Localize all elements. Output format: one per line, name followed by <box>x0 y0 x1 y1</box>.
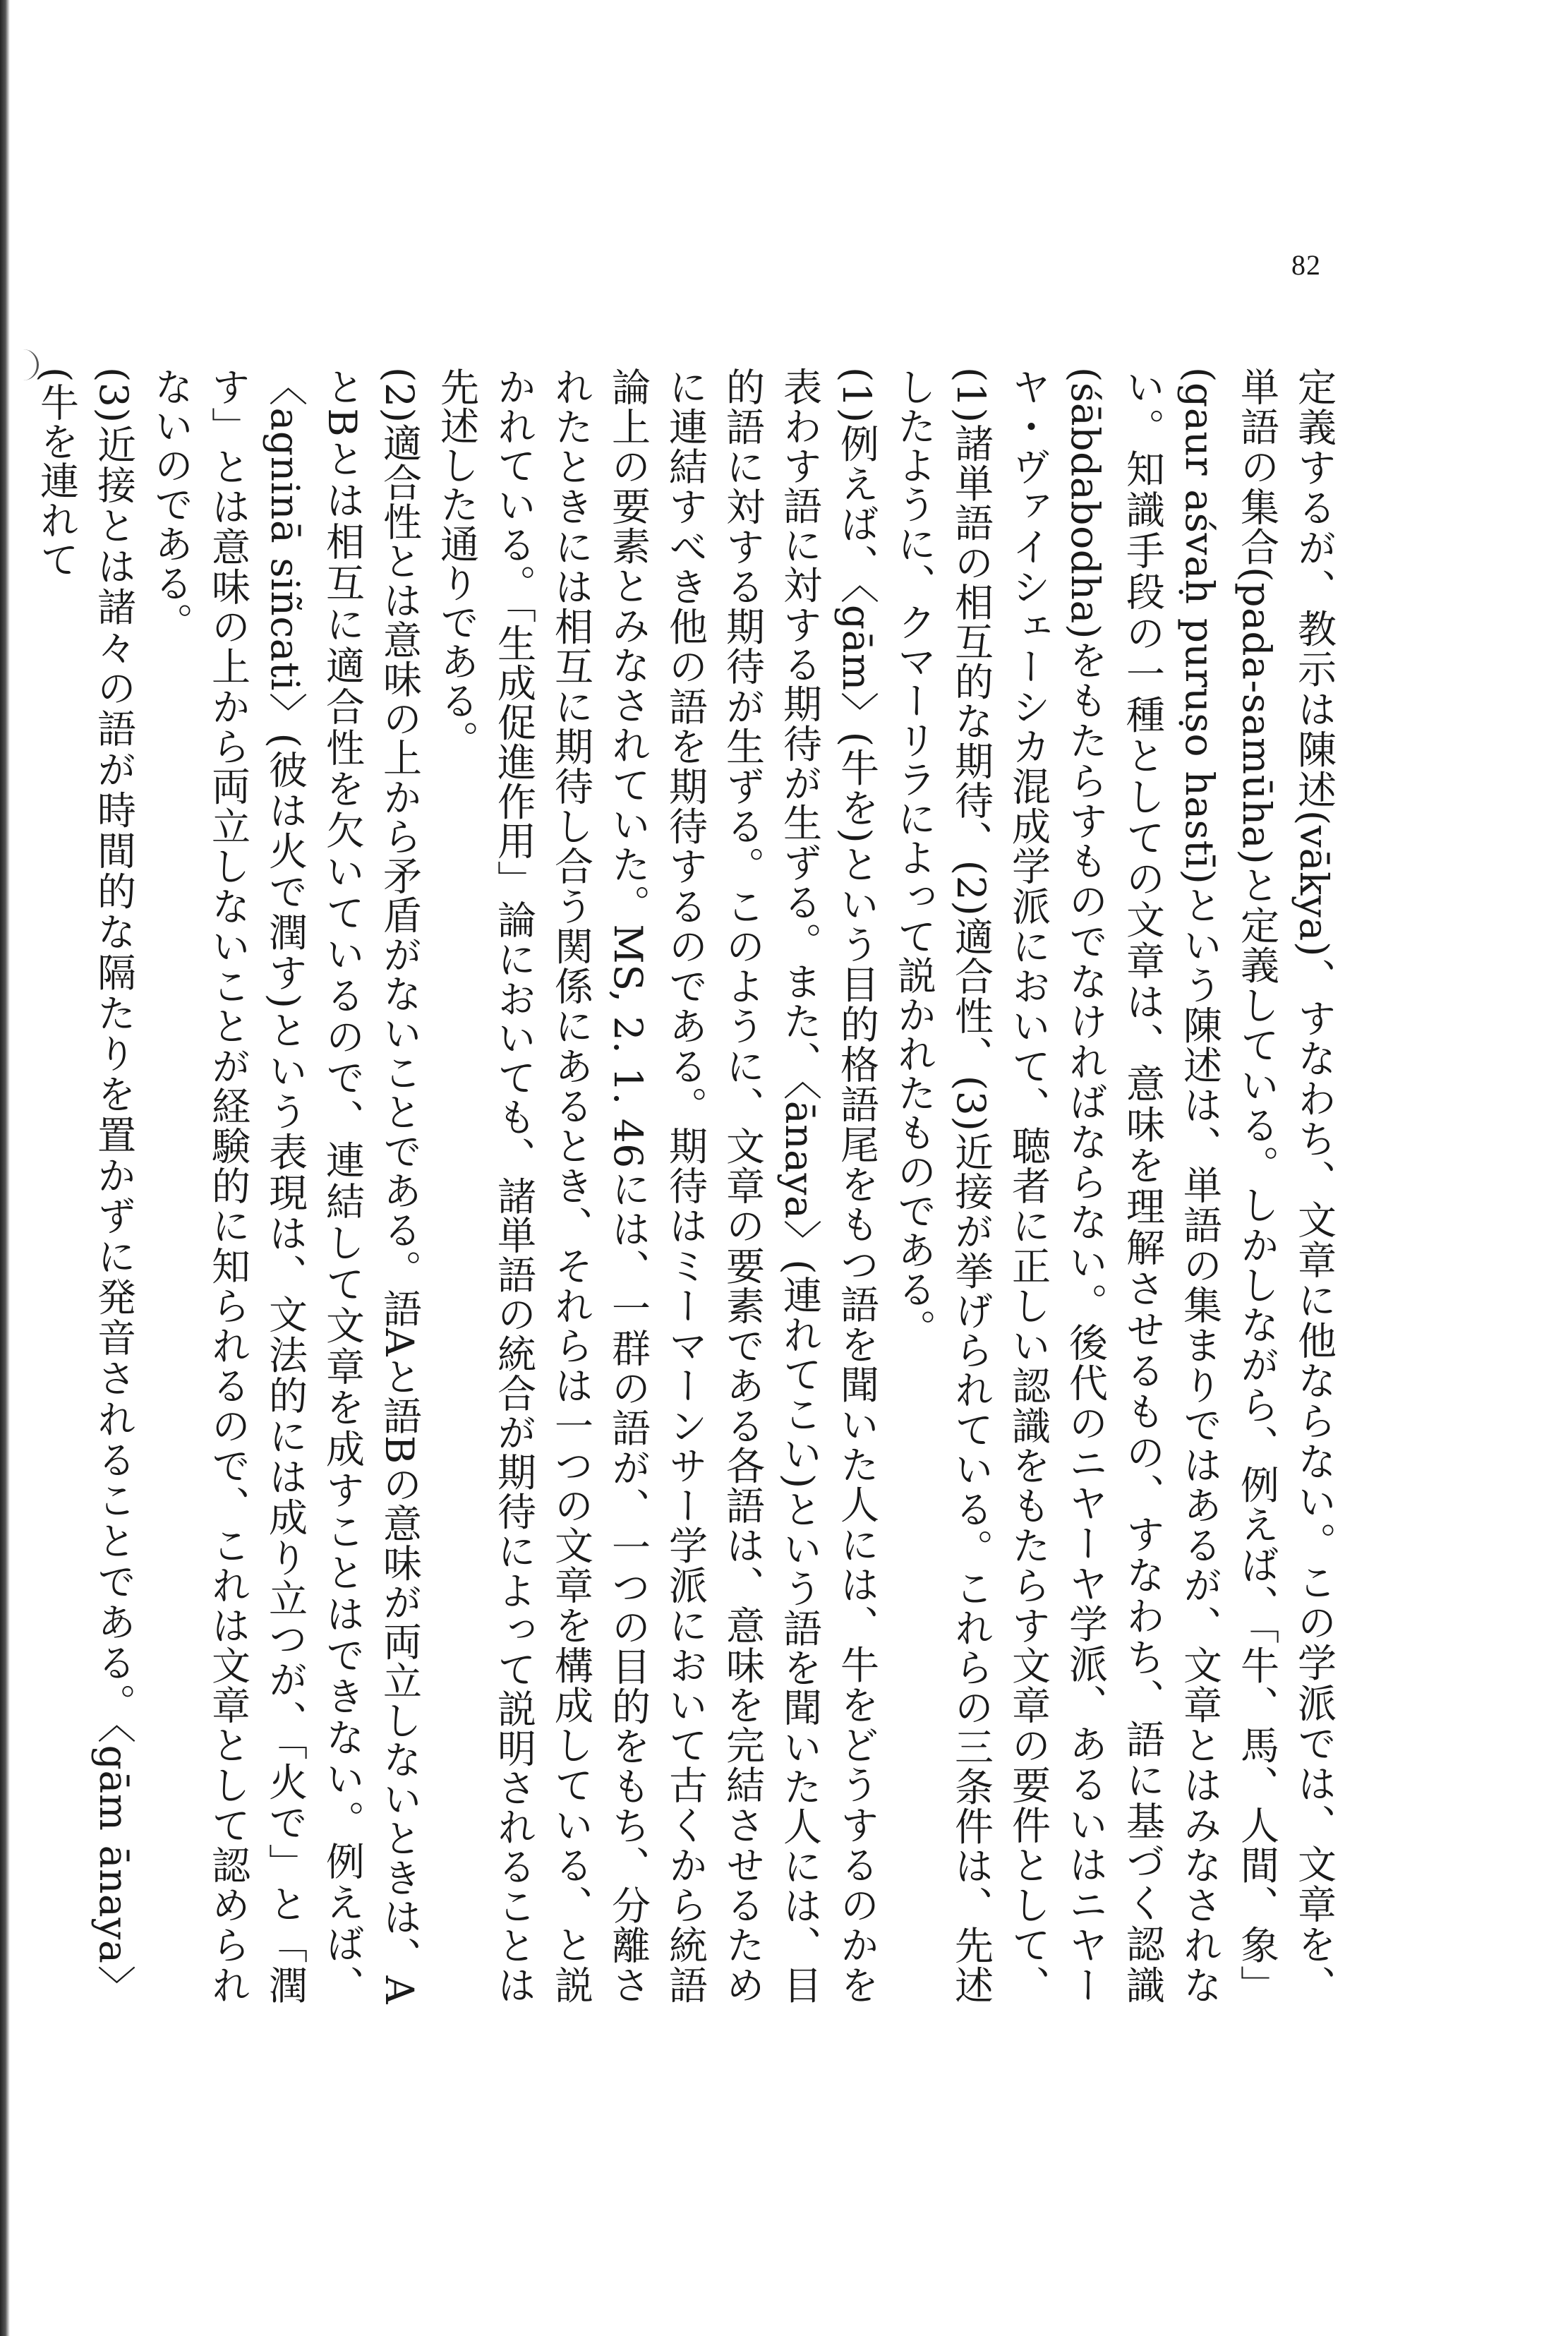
paragraph-expectancy: (1)例えば、〈gām〉(牛を)という目的格語尾をもつ語を聞いた人には、牛をどうするのかを表わす語に対する期待が生ずる。また、〈ānaya〉(連れてこい)という語を聞いた人には、目的語に対する期待が生ずる。このように、文章の要素である各語は、意味を完結させるために連結すべき他の語を期待するのである。期待はミーマーンサー学派において古くから統語論上の要素とみなされていた。MS, 2. 1. 46には、一群の語が、一つの目的をもち、分離されたときには相互に期待し合う関係にあるとき、それらは一つの文章を構成している、と説かれている。「生成促進作用」論においても、諸単語の統合が期待によって説明されることは先述した通りである。 <box>434 367 879 2004</box>
paragraph-proximity: (3)近接とは諸々の語が時間的な隔たりを置かずに発音されることである。〈gām ānaya〉(牛を連れて <box>34 367 136 2004</box>
paragraph-compatibility: (2)適合性とは意味の上から矛盾がないことである。語Aと語Bの意味が両立しないときは、AとBとは相互に適合性を欠いているので、連結して文章を成すことはできない。例えば、〈agninā siñcati〉(彼は火で潤す)という表現は、文法的には成り立つが、「火で」と「潤す」とは意味の上から両立しないことが経験的に知られるので、これは文章として認められないのである。 <box>148 367 422 2004</box>
page-number: 82 <box>1291 249 1321 281</box>
scan-binding-edge <box>0 0 10 2336</box>
vertical-body-text <box>28 367 1342 2004</box>
paragraph-intro: 定義するが、教示は陳述(vākya)、すなわち、文章に他ならない。この学派では、文章を、単語の集合(pada-samūha)と定義している。しかしながら、例えば、「牛、馬、人間、象」(gaur aśvaḥ puruṣo hastī)という陳述は、単語の集まりではあるが、文章とはみなされない。知識手段の一種としての文章は、意味を理解させるもの、すなわち、語に基づく認識(śābdabodha)をもたらすものでなければならない。後代のニヤーヤ学派、あるいはニヤーヤ・ヴァイシェーシカ混成学派において、聴者に正しい認識をもたらす文章の要件として、(1)諸単語の相互的な期待、(2)適合性、(3)近接が挙げられている。これらの三条件は、先述したように、クマーリラによって説かれたものである。 <box>891 367 1337 2004</box>
